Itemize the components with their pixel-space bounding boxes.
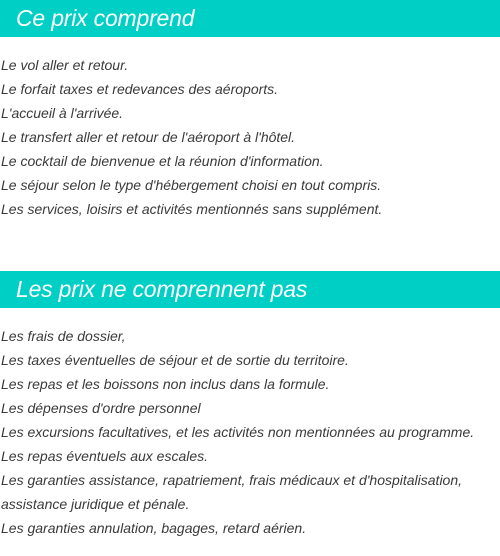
included-item: Le transfert aller et retour de l'aéroport à l'hôtel. (1, 129, 296, 145)
included-item: Le séjour selon le type d'hébergement choisi en tout compris. (1, 177, 382, 193)
included-item: Le forfait taxes et redevances des aéroports. (1, 81, 279, 97)
excluded-item: Les repas éventuels aux escales. (1, 448, 209, 464)
excluded-section-header (0, 271, 500, 308)
excluded-item: Les frais de dossier, (1, 328, 126, 344)
included-item: Les services, loisirs et activités mentionnés sans supplément. (1, 201, 383, 217)
excluded-item: Les repas et les boissons non inclus dans la formule. (1, 376, 330, 392)
included-section-header (0, 0, 500, 37)
included-section-title: Ce prix comprend (16, 5, 195, 31)
excluded-item: Les garanties annulation, bagages, retard aérien. (1, 520, 307, 536)
excluded-items-list (1, 324, 497, 540)
excluded-item: Les excursions facultatives, et les activités non mentionnées au programme. (1, 424, 475, 440)
included-item: L'accueil à l'arrivée. (1, 105, 124, 121)
included-item: Le cocktail de bienvenue et la réunion d'information. (1, 153, 324, 169)
excluded-item: Les dépenses d'ordre personnel (1, 400, 201, 416)
excluded-item: Les taxes éventuelles de séjour et de sortie du territoire. (1, 352, 349, 368)
excluded-item: Les garanties assistance, rapatriement, frais médicaux et d'hospitalisation, assistance juridique et pénale. (1, 472, 463, 512)
included-item: Le vol aller et retour. (1, 57, 129, 73)
included-items-list (1, 53, 497, 221)
excluded-section-title: Les prix ne comprennent pas (16, 276, 308, 302)
